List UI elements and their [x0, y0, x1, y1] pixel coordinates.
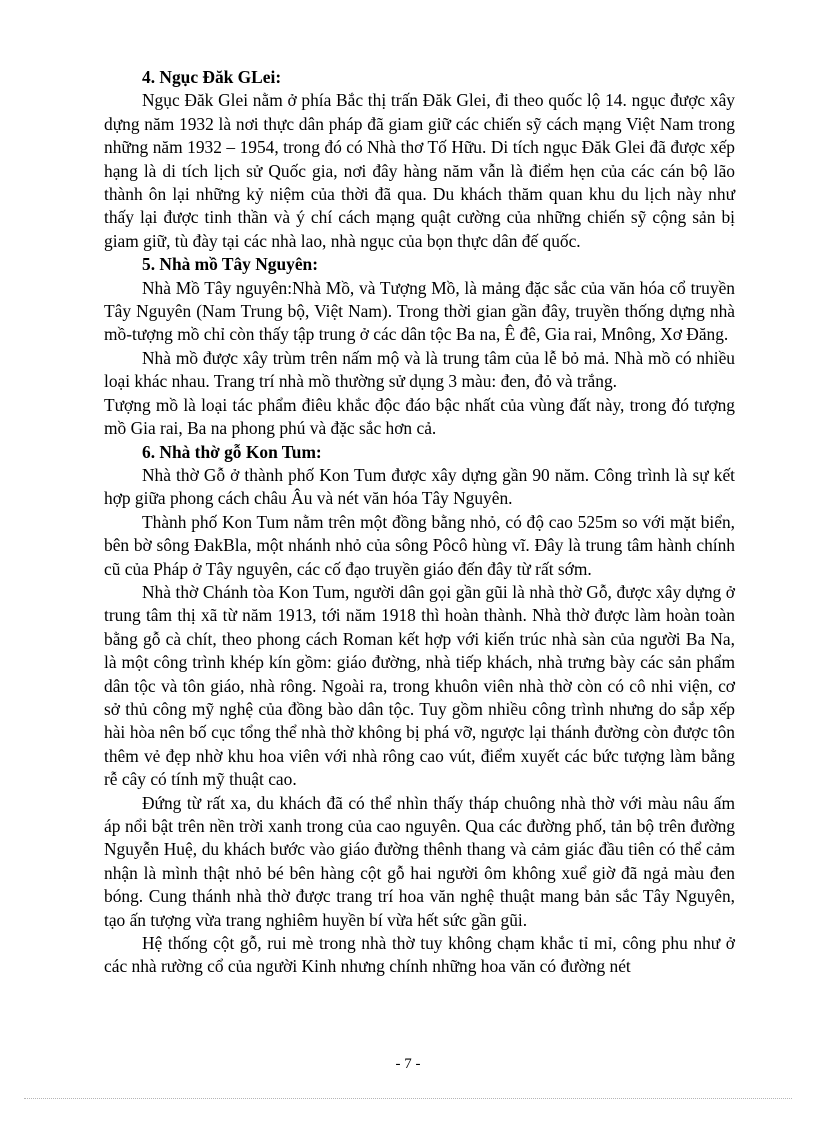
section-heading: 4. Ngục Đăk GLei:: [142, 67, 282, 87]
paragraph: Nhà Mồ Tây nguyên:Nhà Mồ, và Tượng Mồ, là mảng đặc sắc của văn hóa cổ truyền Tây Nguyên (Nam Trung bộ, Việt Nam). Trong thời gian gần đây, truyền thống dựng nhà mồ-tượng mồ chỉ còn thấy tập trung ở các dân tộc Ba na, Ê đê, Gia rai, Mnông, Xơ Đăng.: [104, 277, 735, 345]
section-nha-tho-go-kon-tum: [104, 441, 735, 979]
section-heading: 5. Nhà mồ Tây Nguyên:: [142, 254, 319, 275]
section-heading: 6. Nhà thờ gỗ Kon Tum:: [142, 441, 322, 462]
paragraph: Nhà thờ Gỗ ở thành phố Kon Tum được xây dựng gần 90 năm. Công trình là sự kết hợp giữa phong cách châu Âu và nét văn hóa Tây Nguyên.: [104, 464, 735, 509]
page-bottom-divider: [24, 1098, 792, 1099]
paragraph: Ngục Đăk Glei nằm ở phía Bắc thị trấn Đăk Glei, đi theo quốc lộ 14. ngục được xây dựng năm 1932 là nơi thực dân pháp đã giam giữ các chiến sỹ cách mạng Việt Nam trong những năm 1932 – 1954, trong đó có Nhà thơ Tố Hữu. Di tích ngục Đăk Glei đã được xếp hạng là di tích lịch sử Quốc gia, nơi đây hàng năm vẫn là điểm hẹn của các cán bộ lão thành ôn lại những kỷ niệm của thời đã qua. Du khách thăm quan khu du lịch này như thấy lại được tinh thần và ý chí cách mạng quật cường của những chiến sỹ cộng sản bị giam giữ, tù đày tại các nhà lao, nhà ngục của bọn thực dân đế quốc.: [104, 90, 735, 251]
paragraph: Tượng mồ là loại tác phẩm điêu khắc độc đáo bậc nhất của vùng đất này, trong đó tượng mồ Gia rai, Ba na phong phú và đặc sắc hơn cả.: [104, 394, 735, 439]
paragraph: Thành phố Kon Tum nằm trên một đồng bằng nhỏ, có độ cao 525m so với mặt biển, bên bờ sông ĐakBla, một nhánh nhỏ của sông Pôcô hùng vĩ. Đây là trung tâm hành chính cũ của Pháp ở Tây nguyên, các cố đạo truyền giáo đến đây từ rất sớm.: [104, 511, 735, 579]
paragraph: Nhà thờ Chánh tòa Kon Tum, người dân gọi gần gũi là nhà thờ Gỗ, được xây dựng ở trung tâm thị xã từ năm 1913, tới năm 1918 thì hoàn thành. Nhà thờ được làm hoàn toàn bằng gỗ cà chít, theo phong cách Roman kết hợp với kiến trúc nhà sàn của người Ba Na, là một công trình khép kín gồm: giáo đường, nhà tiếp khách, nhà trưng bày các sản phẩm dân tộc và tôn giáo, nhà rông. Ngoài ra, trong khuôn viên nhà thờ còn có cô nhi viện, cơ sở thủ công mỹ nghệ của đồng bào dân tộc. Tuy gồm nhiều công trình nhưng do sắp xếp hài hòa nên bố cục tổng thể nhà thờ không bị phá vỡ, ngược lại thánh đường còn được tôn thêm vẻ đẹp nhờ khu hoa viên với nhà rông cao vút, điểm xuyết các bức tượng làm bằng rễ cây có tính mỹ thuật cao.: [104, 581, 735, 790]
page-number: - 7 -: [395, 1056, 421, 1072]
paragraph: Nhà mồ được xây trùm trên nấm mộ và là trung tâm của lễ bỏ mả. Nhà mồ có nhiều loại khác nhau. Trang trí nhà mồ thường sử dụng 3 màu: đen, đỏ và trắng.: [104, 347, 735, 392]
paragraph: Đứng từ rất xa, du khách đã có thể nhìn thấy tháp chuông nhà thờ với màu nâu ấm áp nổi bật trên nền trời xanh trong của cao nguyên. Qua các đường phố, tản bộ trên đường Nguyễn Huệ, du khách bước vào giáo đường thênh thang và cảm giác đầu tiên có thể cảm nhận là mình thật nhỏ bé bên hàng cột gỗ hai người ôm không xuể giờ đã ngả màu đen bóng. Cung thánh nhà thờ được trang trí hoa văn nghệ thuật mang bản sắc Tây Nguyên, tạo ấn tượng vừa trang nghiêm huyền bí vừa hết sức gần gũi.: [104, 792, 735, 930]
section-ngục-dak-glei: [104, 66, 735, 253]
section-nha-mo-tay-nguyen: [104, 253, 735, 440]
paragraph: Hệ thống cột gỗ, rui mè trong nhà thờ tuy không chạm khắc tỉ mỉ, công phu như ở các nhà rường cổ của người Kinh nhưng chính những hoa văn có đường nét: [104, 933, 735, 977]
